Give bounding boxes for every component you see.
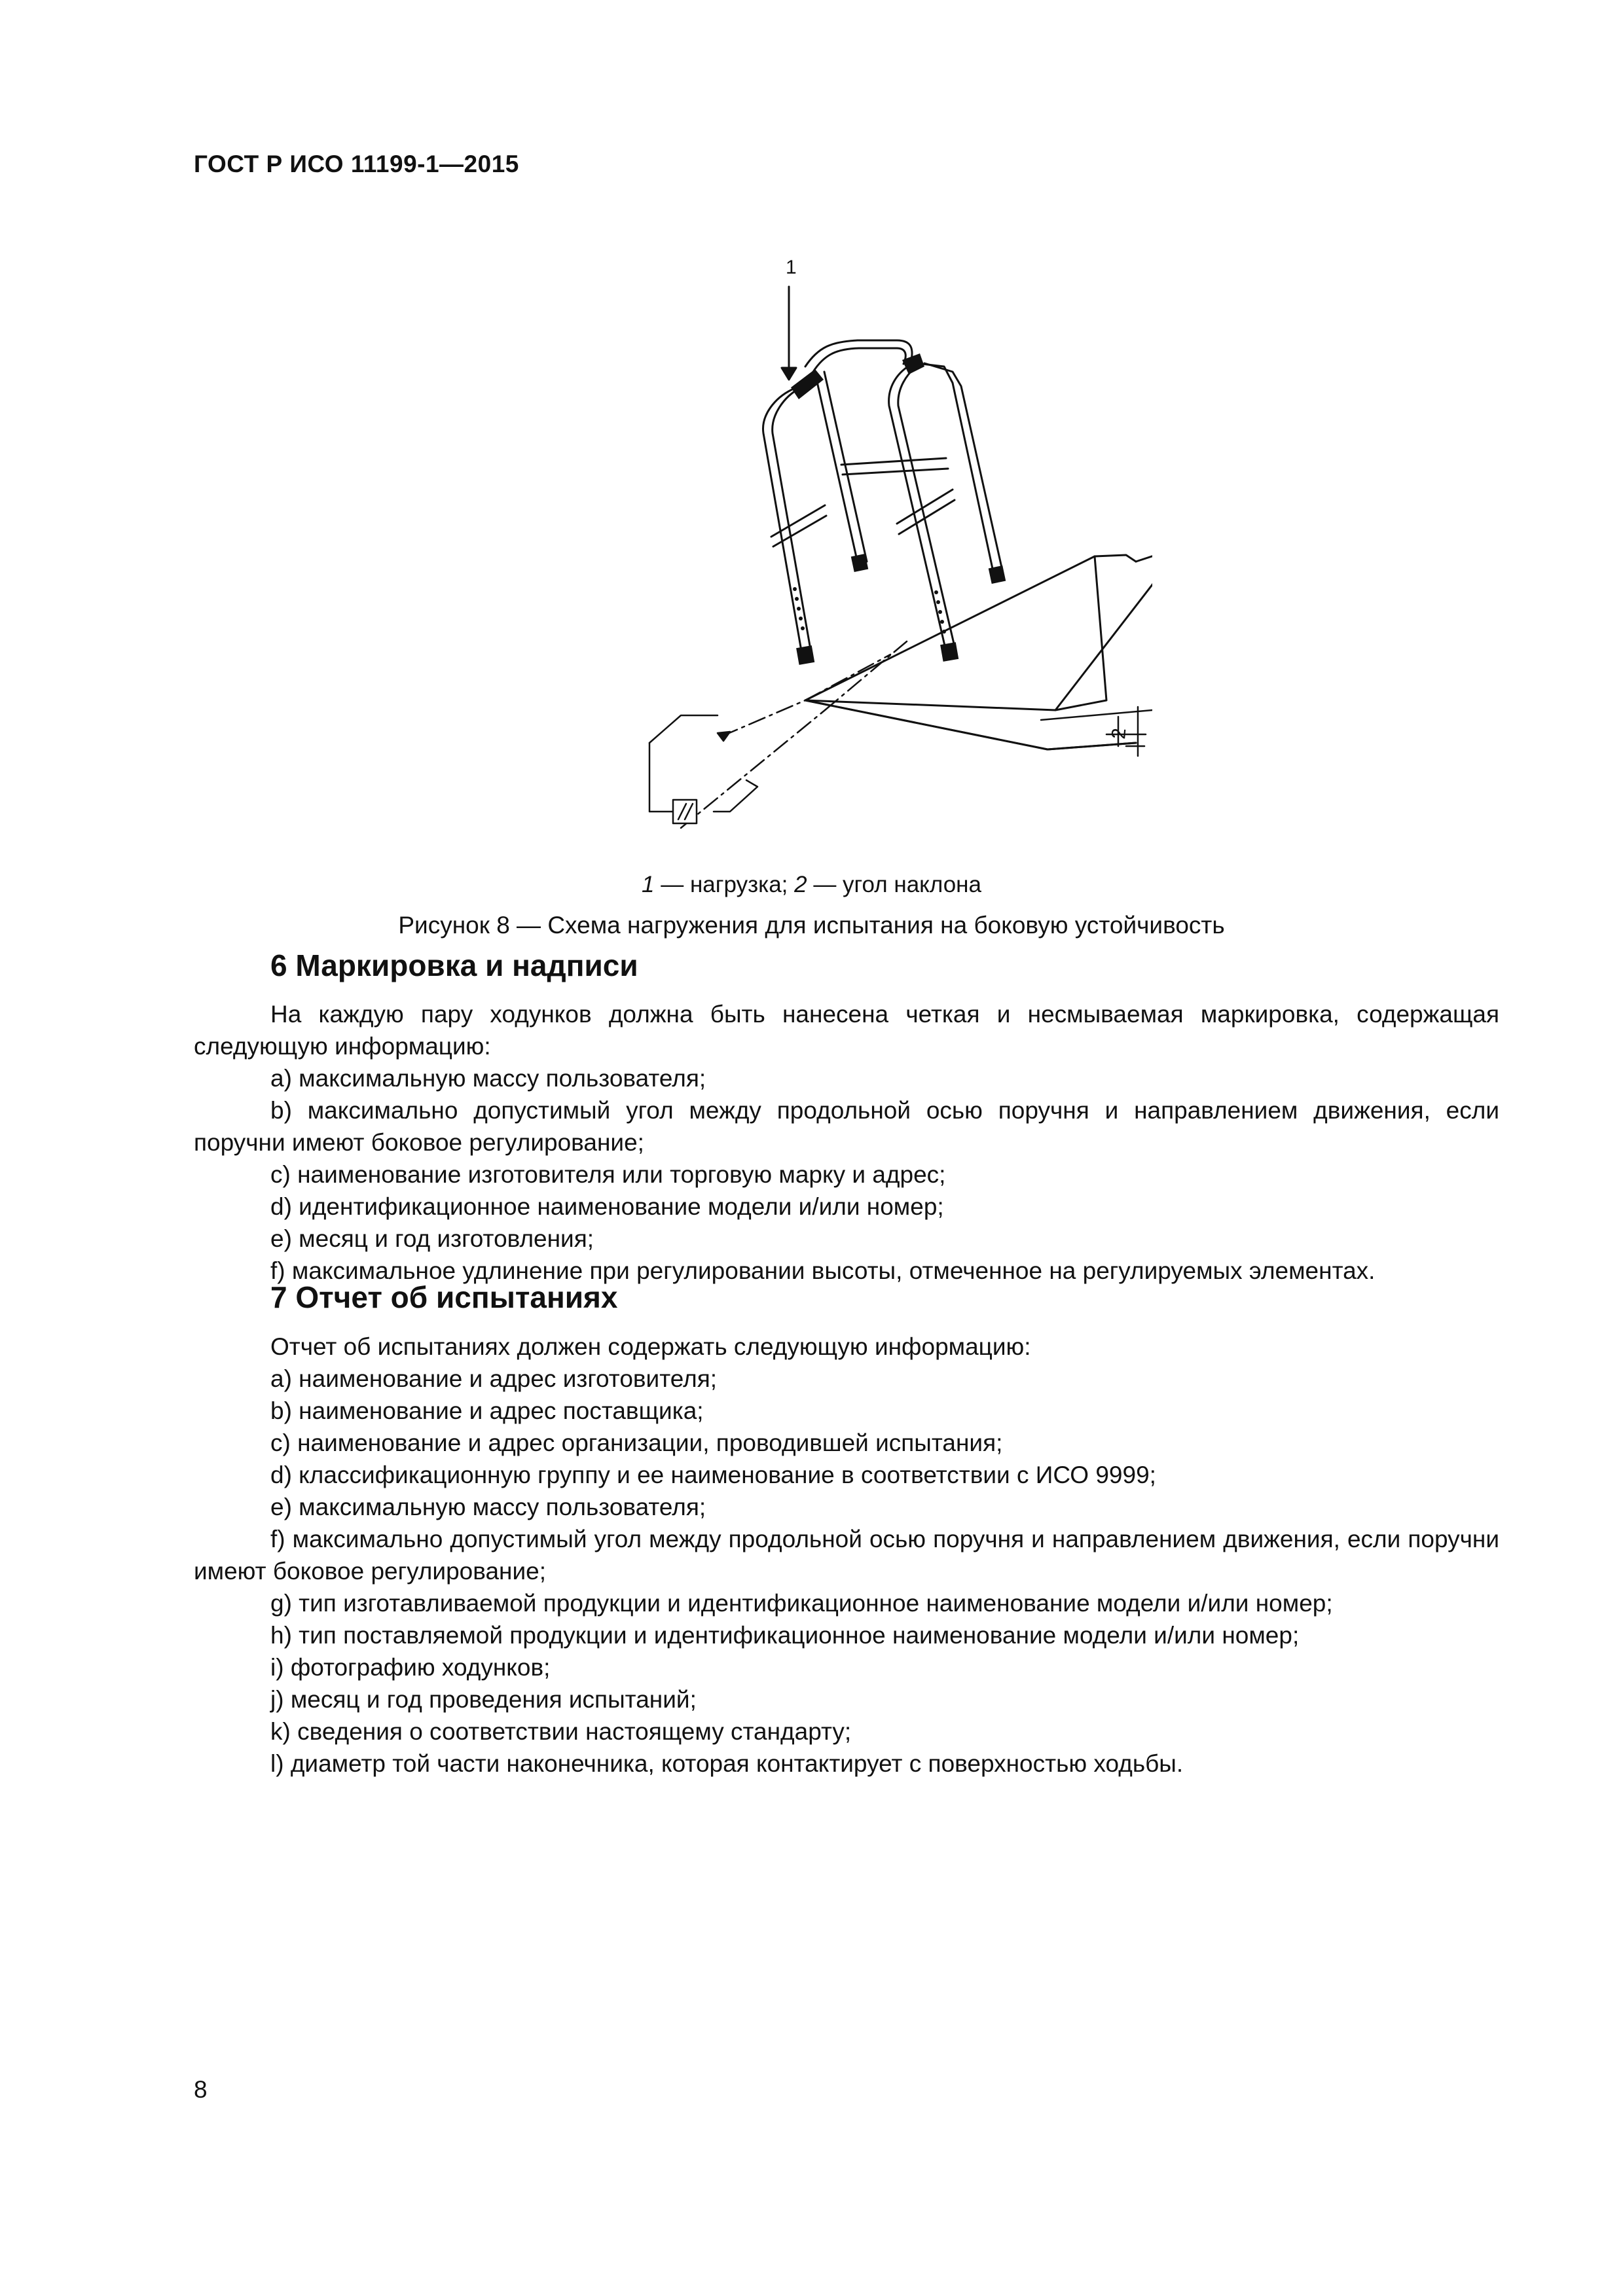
section-6-intro: На каждую пару ходунков должна быть нанесена четкая и несмываемая маркировка, содержащая следующую информацию:: [194, 1001, 1499, 1060]
section-7-body: [194, 1331, 1499, 1780]
load-arrow: [782, 287, 796, 380]
list-item: f) максимальное удлинение при регулировании высоты, отмеченное на регулируемых элементах.: [270, 1257, 1376, 1284]
list-item: b) максимально допустимый угол между продольной осью поручня и направлением движения, если поручни имеют боковое регулирование;: [194, 1097, 1499, 1156]
height-adjustment-holes: [793, 587, 946, 634]
figure-caption: Рисунок 8 — Схема нагружения для испытания на боковую устойчивость: [398, 912, 1225, 939]
figure-legend: 1 — нагрузка; 2 — угол наклона: [642, 872, 981, 897]
section-7-heading: 7 Отчет об испытаниях: [270, 1280, 618, 1314]
figure-label-2: 2: [1108, 727, 1131, 740]
list-item: j) месяц и год проведения испытаний;: [270, 1686, 697, 1713]
list-item: l) диаметр той части наконечника, которая контактирует с поверхностью ходьбы.: [270, 1750, 1184, 1777]
list-item: h) тип поставляемой продукции и идентификационное наименование модели и/или номер;: [270, 1622, 1300, 1649]
walker-stability-figure: [589, 249, 1152, 864]
list-item: a) наименование и адрес изготовителя;: [270, 1365, 718, 1392]
page-number: 8: [194, 2076, 208, 2103]
list-item: k) сведения о соответствии настоящему стандарту;: [270, 1718, 852, 1745]
list-item: a) максимальную массу пользователя;: [270, 1065, 706, 1092]
section-7-intro: Отчет об испытаниях должен содержать следующую информацию:: [270, 1333, 1031, 1360]
list-item: e) месяц и год изготовления;: [270, 1225, 594, 1252]
section-6-body: [194, 998, 1499, 1287]
inclined-platform: [805, 547, 1152, 749]
list-item: c) наименование изготовителя или торговую марку и адрес;: [270, 1161, 946, 1188]
list-item: f) максимально допустимый угол между продольной осью поручня и направлением движения, если поручни имеют боковое регулирование;: [194, 1526, 1499, 1585]
list-item: d) классификационную группу и ее наименование в соответствии с ИСО 9999;: [270, 1462, 1156, 1488]
list-item: c) наименование и адрес организации, проводившей испытания;: [270, 1429, 1003, 1456]
list-item: e) максимальную массу пользователя;: [270, 1494, 706, 1520]
list-item: d) идентификационное наименование модели и/или номер;: [270, 1193, 944, 1220]
list-item: i) фотографию ходунков;: [270, 1654, 551, 1681]
list-item: b) наименование и адрес поставщика;: [270, 1397, 704, 1424]
section-6-heading: 6 Маркировка и надписи: [270, 948, 638, 982]
figure-label-1: 1: [786, 257, 797, 278]
document-header: ГОСТ Р ИСО 11199-1—2015: [194, 151, 519, 177]
list-item: g) тип изготавливаемой продукции и идентификационное наименование модели и/или номер;: [270, 1590, 1333, 1617]
